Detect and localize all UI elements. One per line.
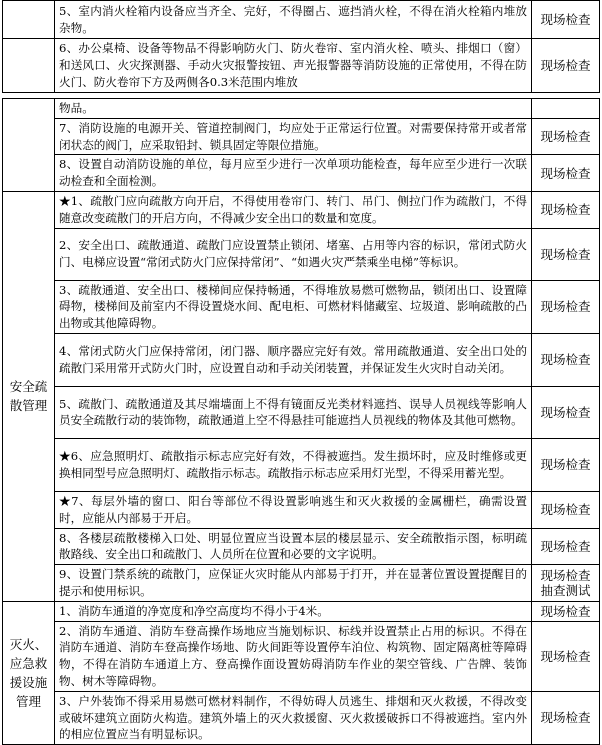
inspection-table-top [2, 0, 600, 93]
check-item-text: ★1、疏散门应向疏散方向开启，不得使用卷帘门、转门、吊门、侧拉门作为疏散门，不得随意改变疏散门的开启方向，不得减少安全出口的数量和宽度。 [55, 191, 532, 228]
check-item-text: 1、消防车通道的净宽度和净空高度均不得小于4米。 [55, 601, 532, 621]
check-item-text: 6、办公桌椅、设备等物品不得影响防火门、防火卷帘、室内消火栓、喷头、排烟口（窗）和送风口、火灾探测器、手动火灾报警按钮、声光报警器等消防设施的正常使用，不得在防火门、防火卷帘下方及两侧各0.3米范围内堆放 [55, 39, 532, 93]
category-cell [3, 99, 55, 192]
table-row [3, 99, 600, 119]
table-row [3, 1, 600, 39]
inspection-method: 现场检查 [532, 118, 600, 155]
category-safe-evacuation: 安全疏散管理 [3, 191, 55, 601]
inspection-method: 现场检查 [532, 621, 600, 691]
check-item-text: 4、常闭式防火门应保持常闭，闭门器、顺序器应完好有效。常用疏散通道、安全出口处的疏散门采用常开式防火门时，应设置自动和手动关闭装置，并保证发生火灾时自动关闭。 [55, 333, 532, 386]
category-cell [3, 39, 55, 93]
inspection-method: 现场检查 [532, 601, 600, 621]
table-row [3, 228, 600, 280]
check-item-text: 2、安全出口、疏散通道、疏散门应设置禁止锁闭、堵塞、占用等内容的标识，常闭式防火门、电梯应设置“常闭式防火门应保持常闭”、“如遇火灾严禁乘坐电梯”等标识。 [55, 228, 532, 280]
inspection-method: 现场检查 [532, 438, 600, 491]
inspection-method: 现场检查 [532, 1, 600, 39]
table-row [3, 39, 600, 93]
check-item-text: 5、室内消火栓箱内设备应当齐全、完好，不得圈占、遮挡消火栓，不得在消火栓箱内堆放杂物。 [55, 1, 532, 39]
table-row [3, 691, 600, 744]
check-item-text: 5、疏散门、疏散通道及其尽端墙面上不得有镜面反光类材料遮挡、误导人员视线等影响人员安全疏散行动的装饰物，疏散通道上空不得悬挂可能遮挡人员视线的物体及其他可燃物。 [55, 386, 532, 438]
inspection-table-bottom [2, 98, 600, 745]
table-row [3, 333, 600, 386]
inspection-method: 现场检查 [532, 280, 600, 333]
inspection-method: 现场检查 [532, 39, 600, 93]
check-item-text: 8、各楼层疏散楼梯入口处、明显位置应当设置本层的楼层显示、安全疏散指示图，标明疏散路线、安全出口和疏散门、人员所在位置和必要的文字说明。 [55, 528, 532, 565]
table-row [3, 191, 600, 228]
inspection-method: 现场检查 [532, 386, 600, 438]
table-row [3, 601, 600, 621]
check-item-text: 物品。 [55, 99, 532, 119]
check-item-text: 2、消防车通道、消防车登高操作场地应当施划标识、标线并设置禁止占用的标识。不得在消防车通道、消防车登高操作场地、防火间距等设置停车泊位、构筑物、固定隔离桩等障碍物，不得在消防车通道上方、登高操作面设置妨碍消防车作业的架空管线、广告牌、装饰物、树木等障碍物。 [55, 621, 532, 691]
check-item-text: 3、户外装饰不得采用易燃可燃材料制作，不得妨碍人员逃生、排烟和灭火救援，不得改变或破坏建筑立面防火构造。建筑外墙上的灭火救援窗、灭火救援破拆口不得被遮挡。室内外的相应位置应当有明显标识。 [55, 691, 532, 744]
table-row [3, 491, 600, 528]
table-row [3, 438, 600, 491]
inspection-method: 现场检查 [532, 191, 600, 228]
check-item-text: 9、设置门禁系统的疏散门，应保证火灾时能从内部易于打开，并在显著位置设置提醒目的提示和使用标识。 [55, 565, 532, 602]
inspection-method: 现场检查 [532, 333, 600, 386]
table-row [3, 118, 600, 155]
category-fire-rescue-facilities: 灭火、应急救援设施管理 [3, 601, 55, 744]
table-row [3, 621, 600, 691]
check-item-text: ★6、应急照明灯、疏散指示标志应完好有效，不得被遮挡。发生损坏时，应及时维修或更换相同型号应急照明灯、疏散指示标志。疏散指示标志应采用灯光型，不得采用蓄光型。 [55, 438, 532, 491]
table-row [3, 155, 600, 192]
inspection-method: 现场检查 [532, 691, 600, 744]
table-row [3, 565, 600, 602]
check-item-text: 3、疏散通道、安全出口、楼梯间应保持畅通，不得堆放易燃可燃物品，锁闭出口、设置障碍物，楼梯间及前室内不得设置烧水间、配电柜、可燃材料储藏室、垃圾道、影响疏散的凸出物或其他障碍物。 [55, 280, 532, 333]
inspection-method: 现场检查 [532, 491, 600, 528]
check-item-text: ★7、每层外墙的窗口、阳台等部位不得设置影响逃生和灭火救援的金属栅栏，确需设置时，应能从内部易于开启。 [55, 491, 532, 528]
check-item-text: 7、消防设施的电源开关、管道控制阀门，均应处于正常运行位置。对需要保持常开或者常闭状态的阀门，应采取铅封、锁具固定等限位措施。 [55, 118, 532, 155]
check-item-text: 8、设置自动消防设施的单位，每月应至少进行一次单项功能检查，每年应至少进行一次联动检查和全面检测。 [55, 155, 532, 192]
table-row [3, 528, 600, 565]
inspection-method: 现场检查 [532, 228, 600, 280]
table-row [3, 280, 600, 333]
table-row [3, 386, 600, 438]
inspection-method: 现场检查 [532, 528, 600, 565]
category-cell [3, 1, 55, 39]
inspection-method [532, 99, 600, 119]
inspection-method: 现场检查 [532, 155, 600, 192]
inspection-method: 现场检查 抽查测试 [532, 565, 600, 602]
